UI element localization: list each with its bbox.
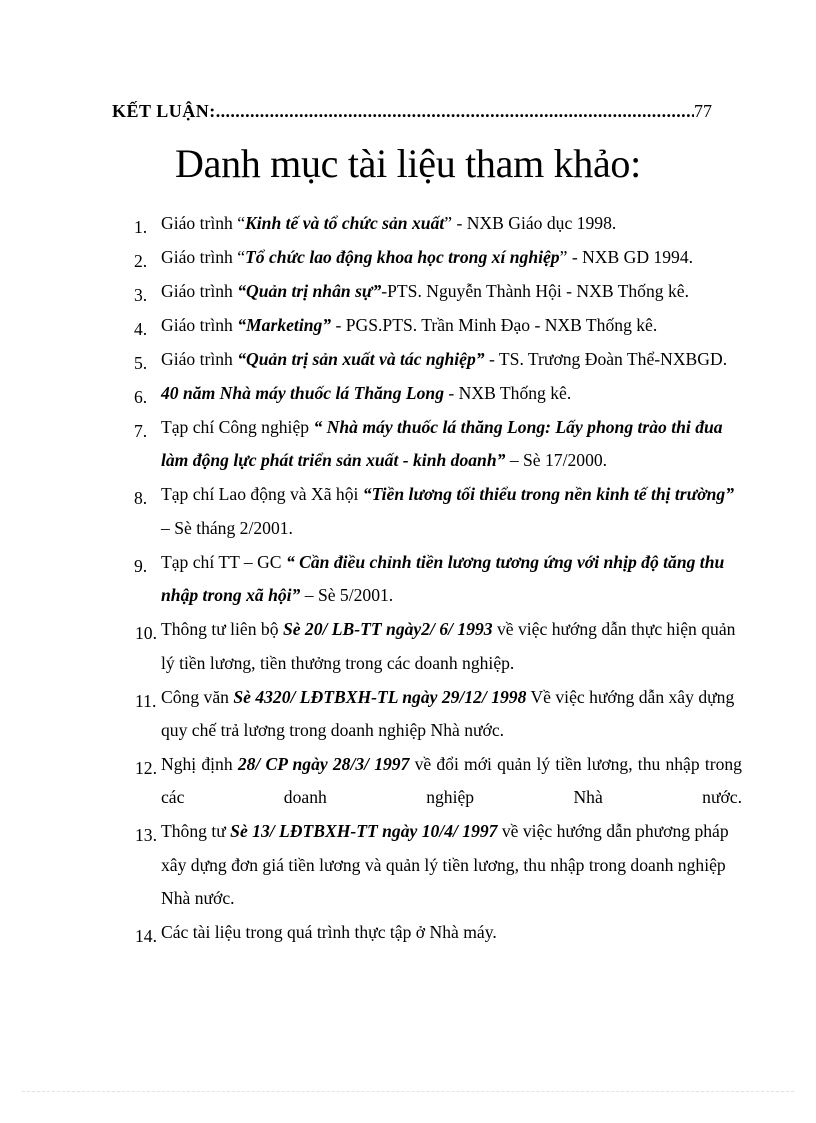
reference-suffix: Về việc hướng dẫn xây dựng quy chế trả lương trong doanh nghiệp Nhà nước. <box>161 686 735 741</box>
reference-suffix: – Sè 5/2001. <box>300 585 394 606</box>
reference-prefix: Tạp chí TT – GC <box>161 551 286 572</box>
reference-title: Sè 4320/ LĐTBXH-TL ngày 29/12/ 1998 <box>233 686 527 707</box>
reference-suffix: về việc hướng dẫn thực hiện quản lý tiền lương, tiền thưởng trong các doanh nghiệp. <box>161 619 736 673</box>
reference-item <box>134 613 742 680</box>
reference-text <box>161 417 723 470</box>
reference-item <box>134 681 742 748</box>
reference-prefix: Giáo trình “ <box>161 213 246 233</box>
reference-item <box>134 748 742 815</box>
reference-item <box>134 916 742 949</box>
reference-number: 13. <box>135 825 157 846</box>
reference-suffix: ” - NXB Giáo dục 1998. <box>444 213 617 233</box>
reference-prefix: Các tài liệu trong quá trình thực tập ở Nhà máy. <box>161 922 497 943</box>
reference-title: “Quản trị sản xuất và tác nghiệp” <box>237 349 485 369</box>
reference-prefix: Tạp chí Công nghiệp <box>161 417 314 437</box>
reference-prefix: Công văn <box>161 686 234 707</box>
toc-leader-dots <box>216 101 694 122</box>
reference-suffix: – Sè tháng 2/2001. <box>161 517 293 538</box>
reference-suffix: - PGS.PTS. Trần Minh Đạo - NXB Thống kê. <box>331 315 658 335</box>
reference-item <box>134 343 742 376</box>
reference-list <box>134 207 742 950</box>
reference-number: 4. <box>134 319 148 339</box>
reference-item <box>134 411 742 478</box>
reference-item <box>134 207 742 240</box>
reference-text <box>161 349 727 369</box>
reference-prefix: Nghị định <box>161 754 238 775</box>
toc-entry-conclusion <box>112 101 712 122</box>
reference-suffix: ” - NXB GD 1994. <box>559 247 694 267</box>
reference-suffix: về đổi mới quản lý tiền lương, thu nhập trong các doanh nghiệp Nhà nước. <box>161 754 742 808</box>
reference-number: 7. <box>134 421 148 441</box>
reference-title: 40 năm Nhà máy thuốc lá Thăng Long <box>161 383 445 403</box>
reference-title: “ Nhà máy thuốc lá thăng Long: Lấy phong trào thi đua làm động lực phát triển sản xuất - kinh doanh” <box>161 417 723 471</box>
reference-suffix: -PTS. Nguyễn Thành Hội - NXB Thống kê. <box>381 281 689 301</box>
reference-prefix: Thông tư <box>161 821 231 842</box>
reference-prefix: Giáo trình <box>161 281 238 301</box>
reference-text <box>161 383 571 403</box>
reference-number: 6. <box>134 387 148 407</box>
reference-text <box>161 552 724 605</box>
reference-text <box>161 281 689 301</box>
reference-number: 12. <box>135 758 157 779</box>
reference-text <box>161 748 742 815</box>
reference-prefix: Thông tư liên bộ <box>161 619 283 640</box>
reference-item <box>134 478 742 545</box>
reference-number: 3. <box>134 285 148 305</box>
reference-number: 14. <box>135 926 157 947</box>
page-title: Danh mục tài liệu tham khảo: <box>175 141 641 186</box>
reference-text <box>161 484 734 537</box>
reference-text <box>161 619 735 672</box>
reference-title: Tổ chức lao động khoa học trong xí nghiệp <box>245 247 560 267</box>
reference-suffix: - TS. Trương Đoàn Thể-NXBGD. <box>484 349 728 369</box>
toc-page-number: 77 <box>694 101 712 121</box>
reference-number: 11. <box>135 690 157 711</box>
reference-suffix: về việc hướng dẫn phương pháp xây dựng đơn giá tiền lương và quản lý tiền lương, thu nhập trong doanh nghiệp Nhà nước. <box>161 821 729 909</box>
reference-prefix: Tạp chí Lao động và Xã hội <box>161 484 363 505</box>
reference-title: Kinh tế và tổ chức sản xuất <box>245 213 445 233</box>
reference-number: 5. <box>134 353 148 373</box>
reference-item <box>134 546 742 613</box>
page-bottom-divider <box>22 1091 794 1092</box>
reference-title: “ Cần điều chỉnh tiền lương tương ứng với nhịp độ tăng thu nhập trong xã hội” <box>161 551 725 606</box>
reference-title: Sè 20/ LB-TT ngày2/ 6/ 1993 <box>282 619 493 640</box>
reference-prefix: Giáo trình <box>161 349 238 369</box>
reference-text <box>161 687 734 740</box>
reference-title: Sè 13/ LĐTBXH-TT ngày 10/4/ 1997 <box>230 821 498 842</box>
reference-text <box>161 247 693 267</box>
reference-item <box>134 241 742 274</box>
reference-prefix: Giáo trình “ <box>161 247 246 267</box>
reference-text <box>161 315 657 335</box>
reference-number: 9. <box>134 555 148 576</box>
reference-number: 1. <box>134 217 148 237</box>
reference-number: 10. <box>135 623 157 644</box>
reference-title: “Quản trị nhân sự” <box>237 281 382 301</box>
reference-suffix: – Sè 17/2000. <box>505 450 608 471</box>
reference-item <box>134 377 742 410</box>
reference-title: 28/ CP ngày 28/3/ 1997 <box>237 754 410 775</box>
reference-title: “Tiền lương tối thiểu trong nền kinh tế thị trường” <box>362 484 735 505</box>
reference-prefix: Giáo trình <box>161 315 238 335</box>
reference-item <box>134 815 742 915</box>
reference-item <box>134 275 742 308</box>
toc-label: KẾT LUẬN: <box>112 101 216 121</box>
reference-item <box>134 309 742 342</box>
reference-number: 2. <box>134 251 148 271</box>
reference-title: “Marketing” <box>237 315 332 335</box>
reference-text <box>161 922 497 942</box>
reference-suffix: - NXB Thống kê. <box>444 383 572 403</box>
reference-text <box>161 213 616 233</box>
reference-number: 8. <box>134 488 148 509</box>
reference-text <box>161 821 729 908</box>
